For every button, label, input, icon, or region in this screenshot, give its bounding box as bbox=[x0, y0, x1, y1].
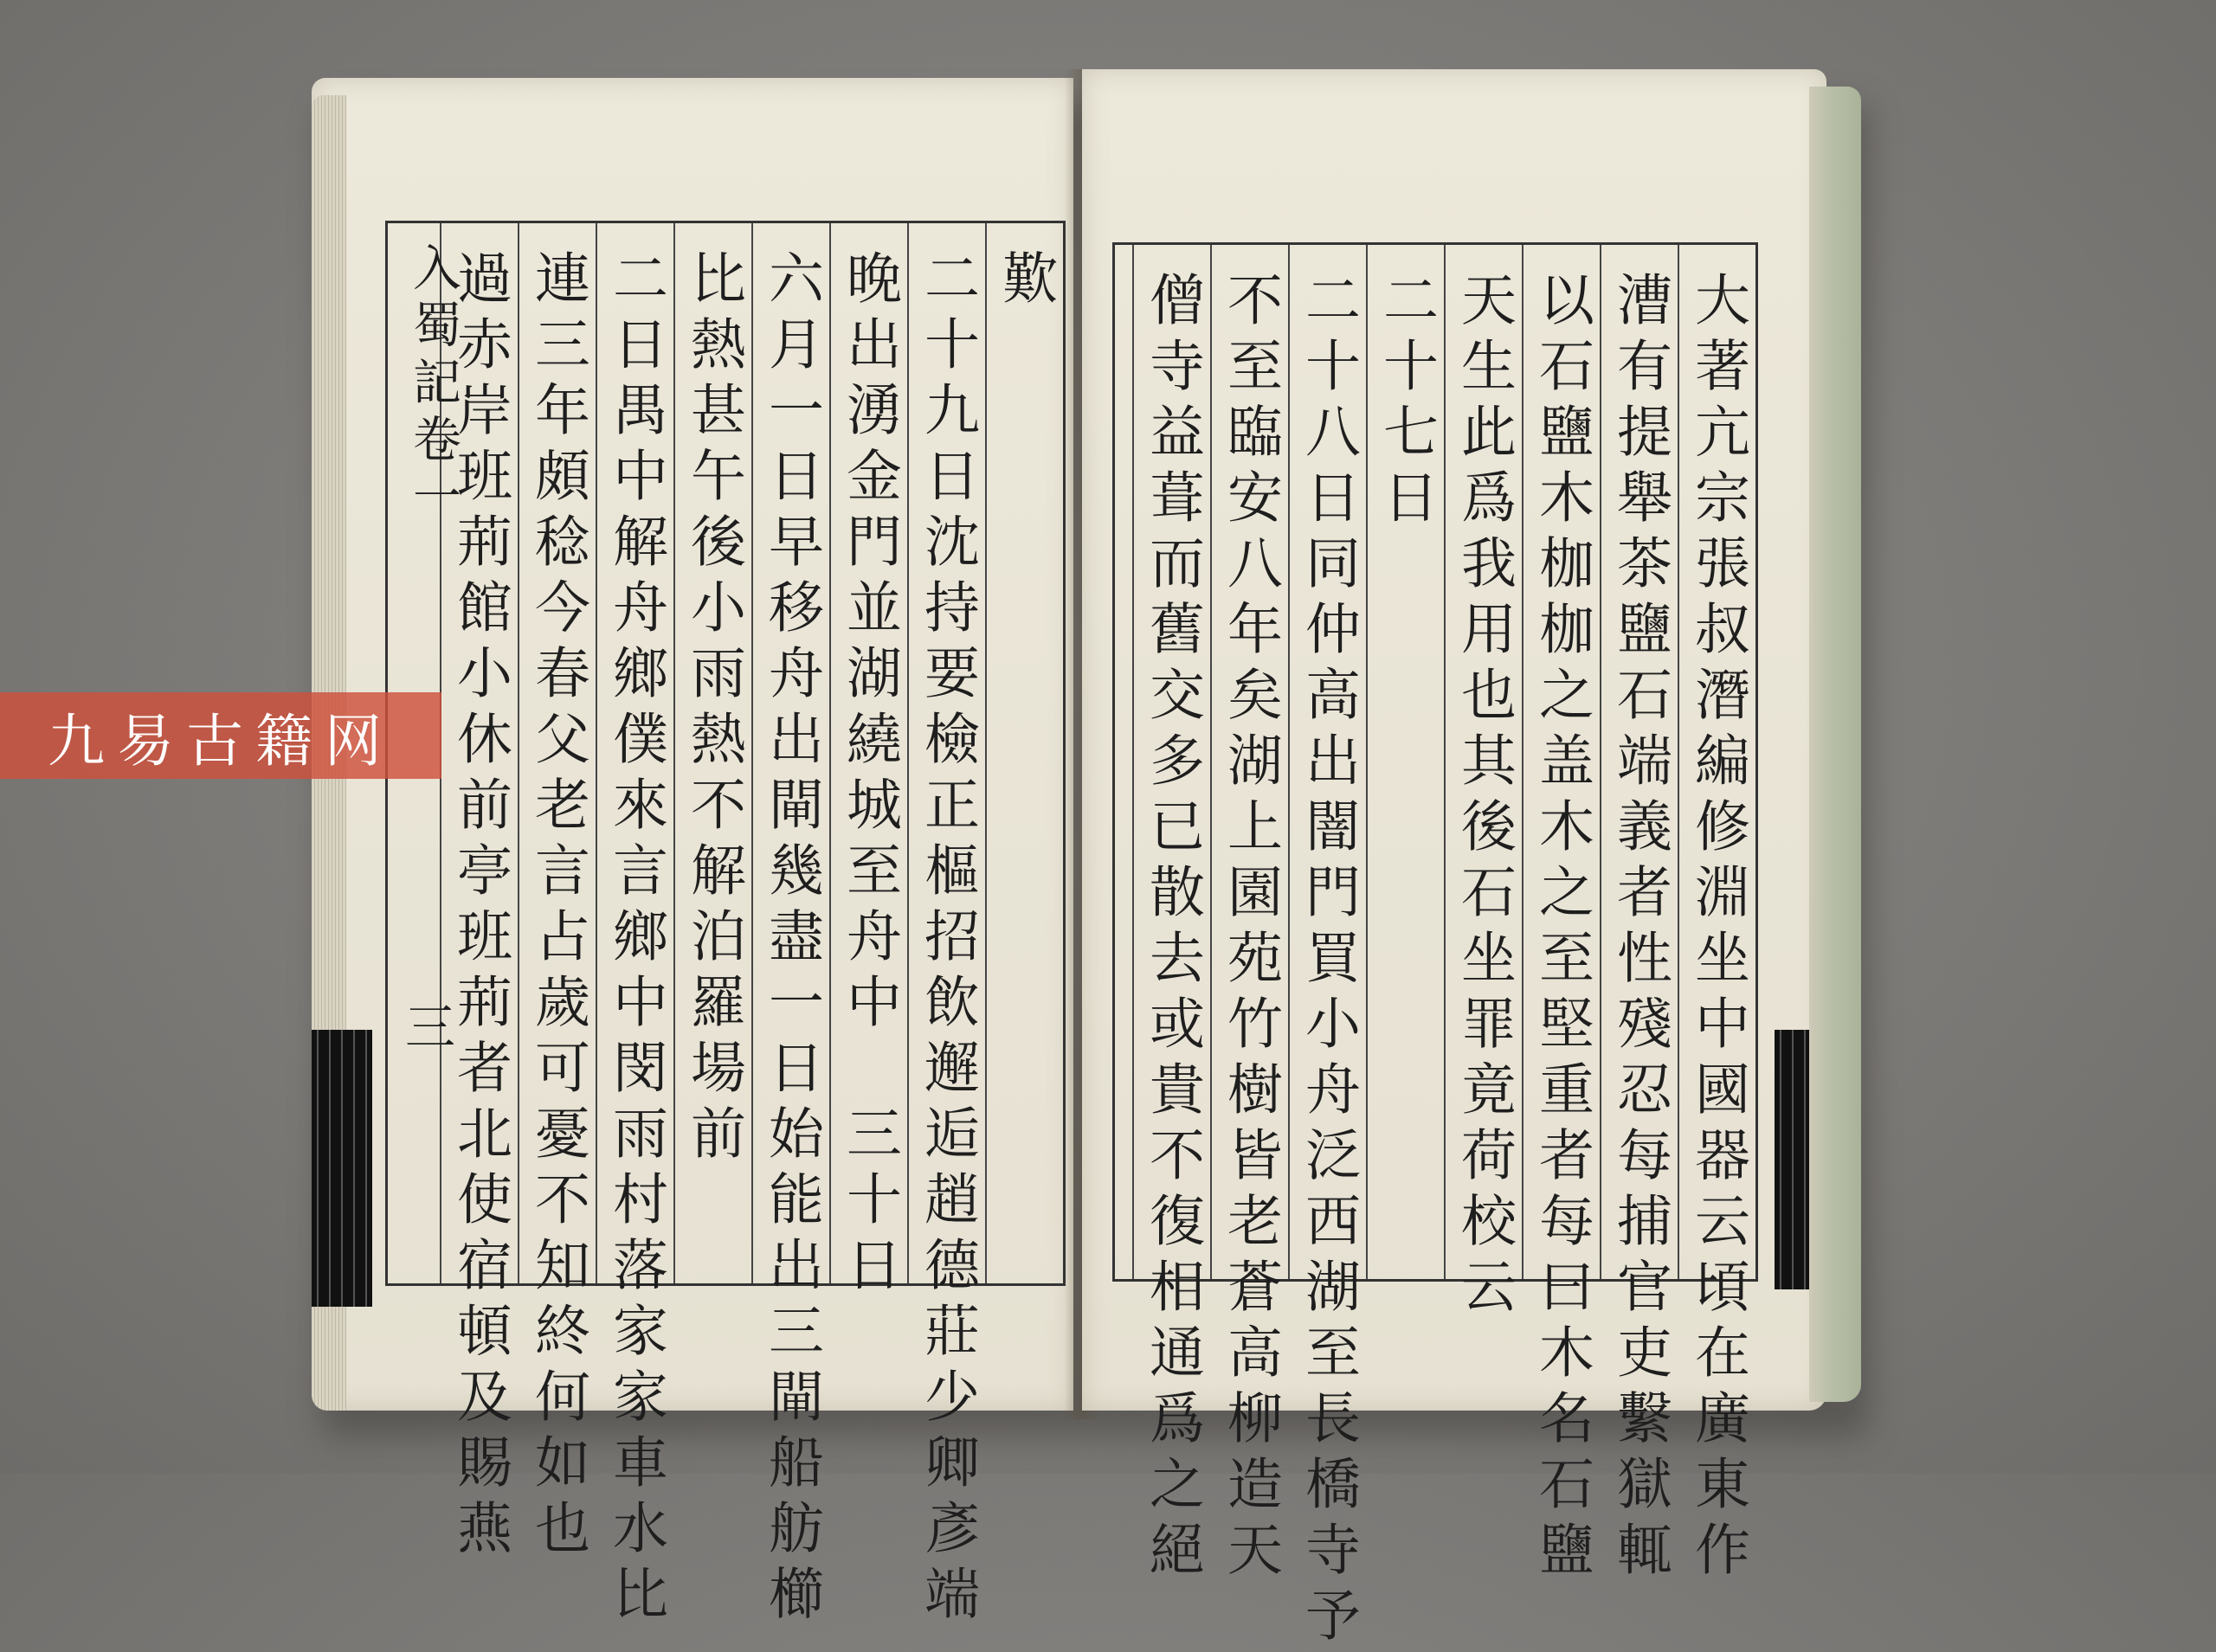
left-column-4 bbox=[751, 223, 829, 1630]
left-column-text: 比熱甚午後小雨熱不解泊羅場前 bbox=[681, 249, 745, 1170]
left-column-2 bbox=[907, 223, 985, 1630]
right-column-6 bbox=[1288, 245, 1366, 1652]
left-column-text: 二日禺中解舟鄉僕來言鄉中閔雨村落家家車水比 bbox=[603, 249, 667, 1630]
left-column-text: 六月一日早移舟出閘幾盡一日始能出三閘船舫櫛 bbox=[759, 249, 823, 1630]
left-column-7 bbox=[518, 223, 596, 1565]
right-text-frame bbox=[1112, 242, 1758, 1652]
left-column-5 bbox=[673, 223, 751, 1283]
left-binding-stripe bbox=[312, 1030, 372, 1307]
left-column-text: 過赤岸班荊館小休前亭班荊者北使宿頓及賜燕 bbox=[448, 249, 512, 1565]
right-column-text: 以石鹽木枷枷之盖木之至堅重者每曰木名石鹽 bbox=[1530, 271, 1594, 1586]
left-column-text: 連三年頗稔今春父老言占歲可憂不知終何如也 bbox=[525, 249, 589, 1565]
right-column-text: 二十八日同仲高出闇門買小舟泛西湖至長橋寺予 bbox=[1296, 271, 1360, 1652]
right-column-text: 二十七日 bbox=[1374, 271, 1438, 534]
watermark-text: 九易古籍网 bbox=[48, 707, 394, 775]
left-column-text: 二十九日沈持要檢正樞招飲邂逅趙德莊少卿彥端 bbox=[915, 249, 979, 1630]
right-column-text: 不至臨安八年矣湖上園苑竹樹皆老蒼高柳造天 bbox=[1218, 271, 1282, 1586]
left-column-6 bbox=[596, 223, 673, 1630]
right-column-text: 僧寺益葺而舊交多已散去或貴不復相通爲之絕 bbox=[1140, 271, 1204, 1586]
open-book bbox=[303, 69, 1861, 1652]
right-column-4 bbox=[1444, 245, 1522, 1323]
left-text-frame bbox=[385, 221, 1066, 1630]
right-column-8 bbox=[1132, 245, 1210, 1586]
left-column-3 bbox=[829, 223, 907, 1302]
right-column-7 bbox=[1210, 245, 1288, 1586]
right-column-5 bbox=[1366, 245, 1444, 1279]
margin-title: 入蜀記卷一 bbox=[405, 242, 461, 528]
right-page bbox=[1082, 69, 1826, 1652]
right-binding-stripe bbox=[1775, 1030, 1813, 1289]
right-column-1 bbox=[1678, 245, 1755, 1586]
right-column-2 bbox=[1600, 245, 1678, 1586]
watermark-banner bbox=[0, 692, 441, 779]
right-column-text: 天生此爲我用也其後石坐罪竟荷校云 bbox=[1452, 271, 1516, 1323]
left-column-text: 歎 bbox=[993, 249, 1057, 315]
right-page-edge bbox=[1809, 87, 1861, 1402]
right-column-text: 大著亢宗張叔潛編修淵坐中國器云頃在廣東作 bbox=[1685, 271, 1749, 1586]
left-column-text: 晚出湧金門並湖繞城至舟中 三十日 bbox=[837, 249, 901, 1302]
right-column-3 bbox=[1522, 245, 1600, 1586]
page-number: 三 bbox=[405, 998, 456, 1057]
right-column-text: 漕有提舉茶鹽石端義者性殘忍每捕官吏繫獄輒 bbox=[1607, 271, 1672, 1586]
left-column-1 bbox=[985, 223, 1063, 1283]
